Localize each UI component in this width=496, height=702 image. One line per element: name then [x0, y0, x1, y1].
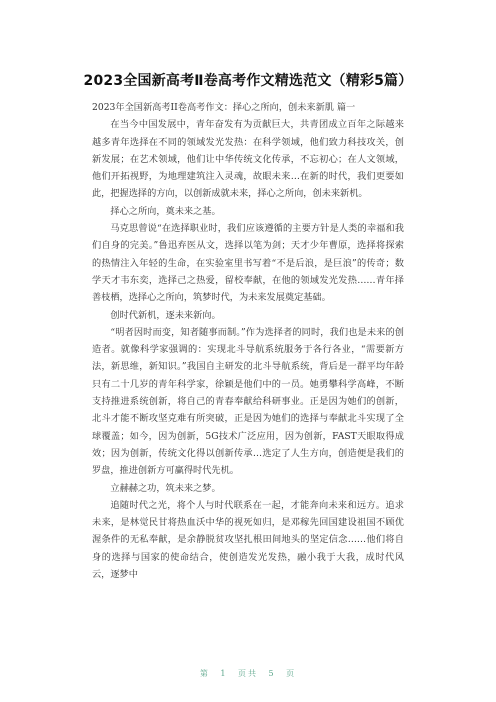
section-heading: 择心之所向，奠未来之基。 [110, 205, 221, 217]
paragraph: “明者因时而变，知者随事而制。”作为选择者的同时，我们也是未来的创造者。就像科学家强调的：实现北斗导航系统服务于各行各业，“需要新方法，新思维，新知识。”我国自主研发的北斗导航系统，背后是一群平均年龄只有二十几岁的青年科学家，徐颖是他们中的一员。她勇攀科学高峰，不断支持推进系统创新，将自己的青春奉献给科研事业。正是因为她们的创新，北斗才能不断攻坚克难有所突破，正是因为她们的选择与奉献北斗实现了全球覆盖；如今，因为创新，5G技术广泛应用，因为创新，FAST天眼取得成效；因为创新，传统文化得以创新传承…选定了人生方向，创造便是我们的罗盘，推进创新方可赢得时代先机。 [92, 326, 404, 477]
paragraph: 在当今中国发展中，青年奋发有为贡献巨大，共青团成立百年之际越来越多青年选择在不同的领域发光发热：在科学领域，他们致力科技攻关，创新发展；在艺术领域，他们让中华传统文化传承，不忘初心；在人文领域，他们开拓视野，为地理建筑注入灵魂，故眼未来…在新的时代，我们更要如此，把握选择的方向，以创新成就未来，择心之所向，创未来新机。 [92, 119, 404, 200]
page-number-footer: 第 1 页共 5 页 [199, 669, 297, 678]
paragraph: 追随时代之光，将个人与时代联系在一起，才能奔向未来和远方。追求未来，是林觉民甘将热血沃中华的视死如归，是邓稼先回国建设祖国不顾优渥条件的无私奉献，是余静脱贫攻坚扎根田间地头的坚定信念……他们将自身的选择与国家的使命结合，使创造发光发热，融小我于大我，成时代风云，逐梦中 [92, 499, 404, 581]
document-body [92, 99, 404, 583]
document-title: 2023全国新高考Ⅱ卷高考作文精选范文（精彩5篇） [83, 73, 413, 89]
paragraph: 马克思曾说“在选择职业时，我们应该遵循的主要方针是人类的幸福和我们自身的完美。”鲁迅弃医从文，选择以笔为剑；天才少年曹原，选择将探索的热情注入年轻的生命，在实验室里书写着“不是后浪，是巨浪”的传奇；数学天才韦东奕，选择己之热爱，留校奉献，在他的领域发光发热……青年择善枝栖，选择心之所向，筑梦时代，为未来发展奠定基础。 [92, 223, 404, 304]
section-heading: 立赫赫之功，筑未来之梦。 [110, 482, 221, 494]
document-subtitle: 2023年全国新高考II卷高考作文：择心之所向，创未来新肌 篇一 [92, 102, 356, 113]
section-heading: 创时代新机，逐未来新向。 [110, 309, 221, 321]
